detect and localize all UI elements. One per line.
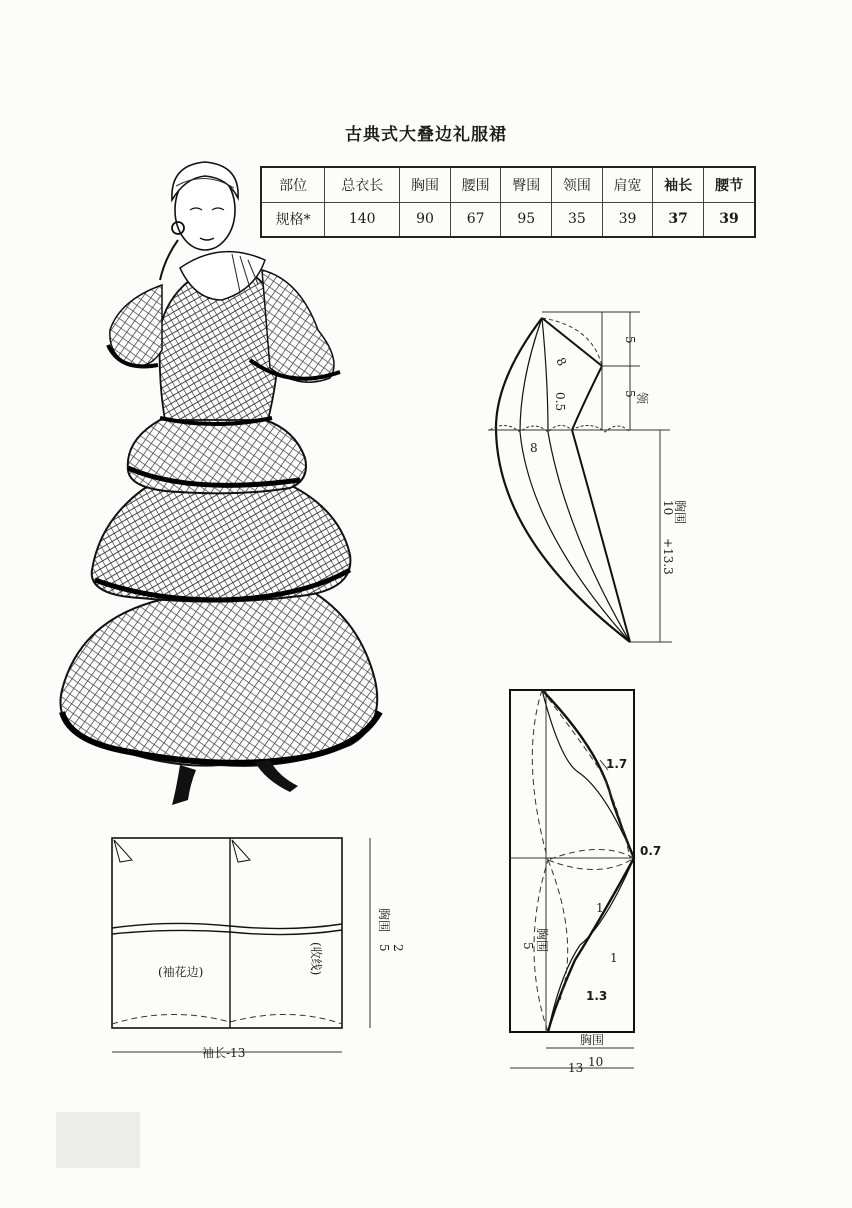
- sleeve-label-1-b: 1: [610, 951, 618, 965]
- spec-header-cell: 领围: [552, 167, 603, 202]
- spec-header-cell: 腰节: [703, 167, 755, 202]
- spec-header-cell: 肩宽: [602, 167, 653, 202]
- spec-value-cell: 67: [450, 202, 501, 237]
- ruffle-side-num: 胸围: [377, 908, 391, 933]
- spec-value-cell: 140: [325, 202, 400, 237]
- collar-pattern: [488, 312, 688, 642]
- spec-header-cell: 臀围: [501, 167, 552, 202]
- collar-dim-ling: 领: [635, 392, 649, 405]
- spec-header-cell: 腰围: [450, 167, 501, 202]
- ruffle-side-frac-den: 5: [377, 944, 391, 952]
- spec-value-cell: 39: [602, 202, 653, 237]
- spec-header-cell: 总衣长: [325, 167, 400, 202]
- collar-dim-chest-num: 胸围: [673, 500, 687, 525]
- sleeve-pattern: [510, 690, 661, 1075]
- spec-value-cell: 35: [552, 202, 603, 237]
- sleeve-bottom-chest-num: 胸围: [580, 1033, 605, 1047]
- sleeve-label-1-3: 1.3: [586, 989, 608, 1003]
- scan-smudge: [56, 1112, 140, 1168]
- dress-illustration: [60, 162, 380, 805]
- spec-header-cell: 胸围: [400, 167, 451, 202]
- spec-header-cell: 部位: [261, 167, 325, 202]
- collar-label-8-top: 8: [553, 355, 570, 369]
- ruffle-side-frac-num: 2: [391, 944, 405, 952]
- spec-value-cell: 95: [501, 202, 552, 237]
- spec-value-cell: 37: [653, 202, 704, 237]
- sleeve-bottom-chest-den: 10: [588, 1055, 604, 1069]
- collar-label-0-5: 0.5: [553, 392, 567, 412]
- sleeve-chest-den: 5: [521, 942, 535, 950]
- sleeve-label-1-7: 1.7: [606, 757, 628, 771]
- collar-dim-chest-den: 10: [661, 500, 675, 516]
- collar-dim-5-a: 5: [623, 336, 637, 344]
- spec-value-cell: 90: [400, 202, 451, 237]
- collar-label-8-bottom: 8: [530, 441, 538, 455]
- spec-header-cell: 袖长: [653, 167, 704, 202]
- sleeve-chest-num: 胸围: [535, 928, 549, 953]
- page-title: 古典式大叠边礼服裙: [345, 125, 507, 145]
- spec-value-cell: 39: [703, 202, 755, 237]
- ruffle-bottom-dim: 袖长-13: [202, 1046, 246, 1060]
- sleeve-bottom-13: 13: [568, 1061, 584, 1075]
- spec-row-label: 规格*: [261, 202, 325, 237]
- sleeve-label-0-7: 0.7: [640, 844, 662, 858]
- ruffle-gather: (收线): [309, 942, 323, 976]
- collar-dim-chest-add: +13.3: [661, 538, 675, 575]
- ruffle-sleeve-edge: (袖花边): [158, 965, 204, 979]
- collar-dim-5-b: 5: [623, 390, 637, 398]
- sleeve-label-1-a: 1: [596, 901, 604, 915]
- ruffle-pattern: [112, 838, 405, 1060]
